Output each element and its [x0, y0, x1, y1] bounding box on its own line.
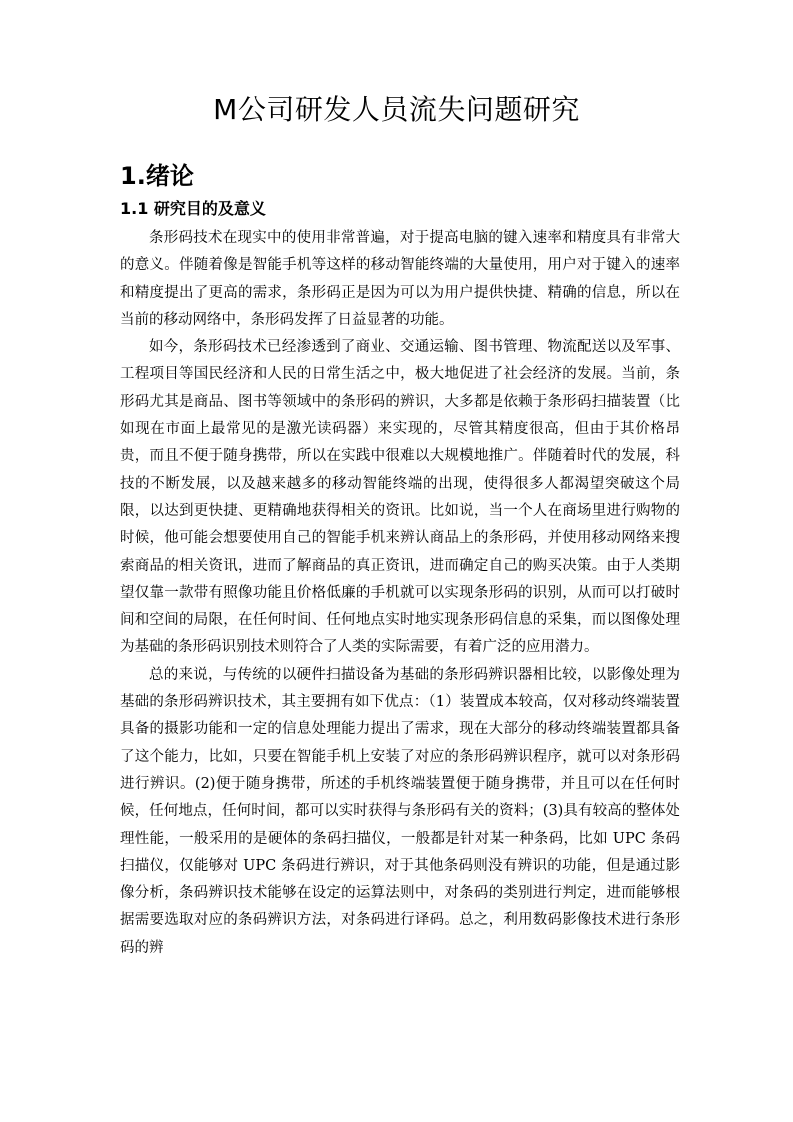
chapter-heading: 1.绪论 [120, 162, 194, 190]
section-heading: 1.1 研究目的及意义 [120, 199, 266, 218]
body-text [120, 225, 680, 962]
paragraph-3: 总的来说，与传统的以硬件扫描设备为基础的条形码辨识器相比较，以影像处理为基础的条形码辨识技术，其主要拥有如下优点：（1）装置成本较高，仅对移动终端装置具备的摄影功能和一定的信息处理能力提出了需求，现在大部分的移动终端装置都具备了这个能力，比如，只要在智能手机上安装了对应的条形码辨识程序，就可以对条形码进行辨识。(2)便于随身携带，所述的手机终端装置便于随身携带，并且可以在任何时候，任何地点，任何时间，都可以实时获得与条形码有关的资料；(3)具有较高的整体处理性能，一般采用的是硬体的条码扫描仪，一般都是针对某一种条码，比如 UPC 条码扫描仪，仅能够对 UPC 条码进行辨识，对于其他条码则没有辨识的功能，但是通过影像分析，条码辨识技术能够在设定的运算法则中，对条码的类别进行判定，进而能够根据需要选取对应的条码辨识方法，对条码进行译码。总之，利用数码影像技术进行条形码的辨 [120, 666, 680, 956]
paragraph-2: 如今，条形码技术已经渗透到了商业、交通运输、图书管理、物流配送以及军事、工程项目等国民经济和人民的日常生活之中，极大地促进了社会经济的发展。当前，条形码尤其是商品、图书等领域中的条形码的辨识，大多都是依赖于条形码扫描装置（比如现在市面上最常见的是激光读码器）来实现的，尽管其精度很高，但由于其价格昂贵，而且不便于随身携带，所以在实践中很难以大规模地推广。伴随着时代的发展，科技的不断发展，以及越来越多的移动智能终端的出现，使得很多人都渴望突破这个局限，以达到更快捷、更精确地获得相关的资讯。比如说，当一个人在商场里进行购物的时候，他可能会想要使用自己的智能手机来辨认商品上的条形码，并使用移动网络来搜索商品的相关资讯，进而了解商品的真正资讯，进而确定自己的购买决策。由于人类期望仅靠一款带有照像功能且价格低廉的手机就可以实现条形码的识别，从而可以打破时间和空间的局限，在任何时间、任何地点实时地实现条形码信息的采集，而以图像处理为基础的条形码识别技术则符合了人类的实际需要，有着广泛的应用潜力。 [120, 339, 680, 656]
paragraph-1: 条形码技术在现实中的使用非常普遍，对于提高电脑的键入速率和精度具有非常大的意义。伴随着像是智能手机等这样的移动智能终端的大量使用，用户对于键入的速率和精度提出了更高的需求，条形码正是因为可以为用户提供快捷、精确的信息，所以在当前的移动网络中，条形码发挥了日益显著的功能。 [120, 230, 680, 328]
document-title: M公司研发人员流失问题研究 [213, 93, 580, 126]
